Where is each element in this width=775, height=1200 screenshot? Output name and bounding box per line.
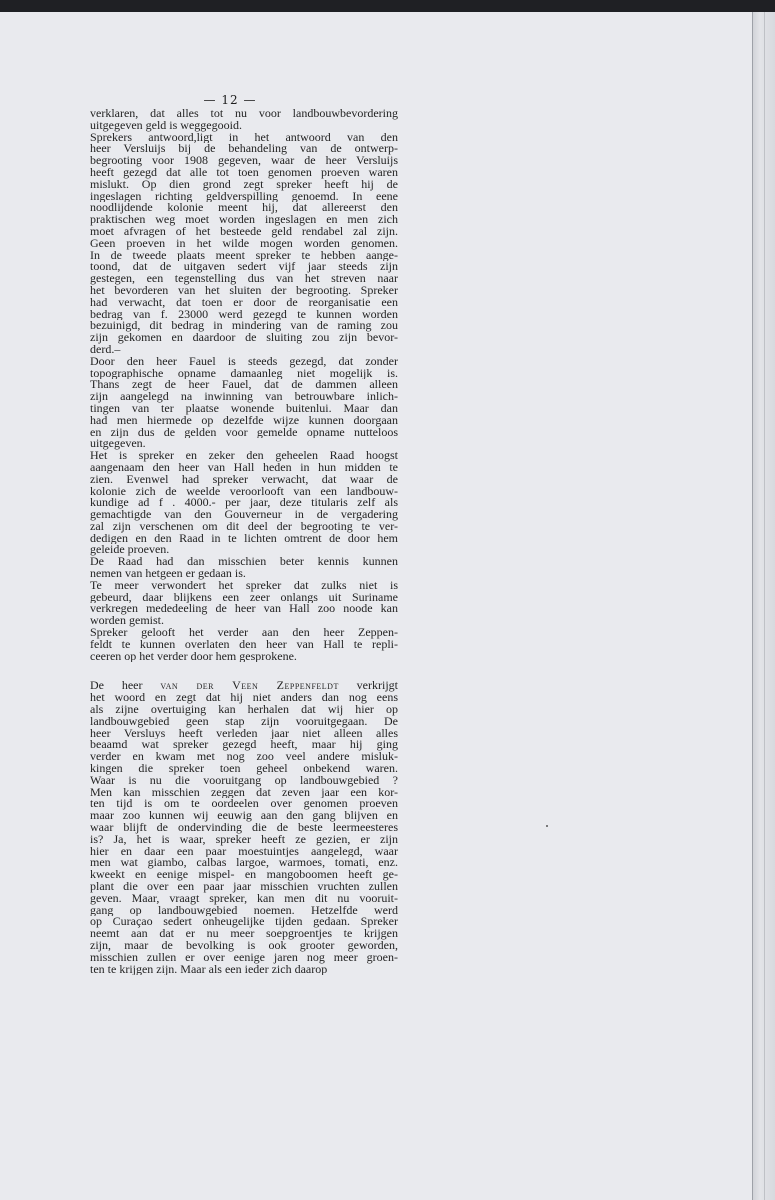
text-line: uitgegeven. bbox=[90, 438, 146, 451]
text-line: het bevorderen van het sluiten der begrooting. Spreker bbox=[90, 284, 398, 297]
text-line: zien. Evenwel had spreker verwacht, dat waar de bbox=[90, 473, 398, 486]
text-line: gebeurd, daar blijkens een zeer onlangs uit Suriname bbox=[90, 591, 398, 604]
text-line: toond, dat de uitgaven sedert vijf jaar steeds zijn bbox=[90, 261, 398, 274]
text-line: gang op landbouwgebied noemen. Hetzelfde werd bbox=[90, 904, 398, 917]
paragraph-block-2 bbox=[90, 680, 398, 975]
text-line: men wat giambo, calbas largoe, warmoes, tomati, enz. bbox=[90, 857, 398, 870]
text-line: gestegen, een tegenstelling dus van het streven naar bbox=[90, 273, 398, 285]
text-line: bedrag van f. 23000 werd gezegd te kunnen worden bbox=[90, 308, 398, 321]
text-line: verklaren, dat alles tot nu voor landbouwbevordering bbox=[90, 108, 398, 120]
text-line: misschien zullen er over eenige jaren nog meer groen- bbox=[90, 951, 398, 964]
text-line: heer Versluijs bij de behandeling van de ontwerp- bbox=[90, 143, 398, 156]
text-line: neemt aan dat er nu meer soepgroentjes te krijgen bbox=[90, 928, 398, 940]
text-line: begrooting voor 1908 gegeven, waar de heer Versluijs bbox=[90, 155, 398, 167]
text-line: moet afvragen of het besteede geld rendabel zal zijn. bbox=[90, 225, 398, 238]
text-line: bezuinigd, dit bedrag in mindering van de raming zou bbox=[90, 320, 398, 333]
paper-speck bbox=[546, 825, 548, 827]
text-line: ten tijd is om te oordeelen over genomen proeven bbox=[90, 798, 398, 811]
text-line: geleide proeven. bbox=[90, 544, 170, 557]
text-line: kingen die spreker toen geheel onbekend waren. bbox=[90, 763, 398, 775]
text-line: kweekt en eenige mispel- en mangoboomen heeft ge- bbox=[90, 869, 398, 881]
text-line: Geen proeven in het wilde mogen worden genomen. bbox=[90, 237, 398, 250]
text-line: Te meer verwondert het spreker dat zulks niet is bbox=[90, 579, 398, 592]
text-line: kolonie zich de weelde veroorlooft van een landbouw- bbox=[90, 485, 398, 498]
text-line: dedigen en den Raad in te lichten omtrent de door hem bbox=[90, 532, 398, 545]
text-line: waar blijft de ondervinding die de beste leermeesteres bbox=[90, 822, 398, 834]
text-line: landbouwgebied geen stap zijn vooruitgegaan. De bbox=[90, 715, 398, 728]
text-line: hier en daar een paar moestuintjes aangelegd, waar bbox=[90, 845, 398, 858]
text-line: In de tweede plaats meent spreker te hebben aange- bbox=[90, 249, 398, 262]
text-line: worden gemist. bbox=[90, 615, 164, 628]
text-line: maar zoo kunnen wij eeuwig aan den gang blijven en bbox=[90, 810, 398, 823]
page-number: — 12 — bbox=[203, 93, 257, 107]
text-line: topographische opname damaanleg niet mogelijk is. bbox=[90, 367, 398, 380]
text-line: geven. Maar, vraagt spreker, kan men dit nu vooruit- bbox=[90, 892, 398, 905]
text-line: had men hiermede op dezelfde wijze kunnen doorgaan bbox=[90, 414, 398, 427]
text-line: heer Versluys heeft verleden jaar niet alleen alles bbox=[90, 727, 398, 740]
text-line: noodlijdende kolonie meent hij, dat allereerst den bbox=[90, 202, 398, 215]
text-line: mislukt. Op dien grond zegt spreker heeft hij de bbox=[90, 178, 398, 191]
text-line: De Raad had dan misschien beter kennis kunnen bbox=[90, 556, 398, 569]
text-line: verder en kwam met nog zoo veel andere misluk- bbox=[90, 751, 398, 764]
text-line: als zijne overtuiging kan herhalen dat wij hier op bbox=[90, 704, 398, 716]
text-line: Spreker gelooft het verder aan den heer Zeppen- bbox=[90, 627, 398, 639]
text-line: Waar is nu die vooruitgang op landbouwgebied ? bbox=[90, 774, 398, 787]
page-edge bbox=[752, 12, 775, 1200]
text-line: en zijn dus de gelden voor gemelde opname nutteloos bbox=[90, 426, 398, 439]
paragraph-block-1 bbox=[90, 108, 398, 662]
text-line: praktischen weg moet worden ingeslagen en men zich bbox=[90, 214, 398, 226]
text-line: zijn gekomen en daardoor de sluiting zou zijn bevor- bbox=[90, 332, 398, 344]
text-line: op Curaçao sedert onheugelijke tijden gedaan. Spreker bbox=[90, 916, 398, 929]
text-line: verkregen mededeeling de heer van Hall zoo noode kan bbox=[90, 603, 398, 616]
text-line: Men kan misschien zeggen dat zeven jaar een kor- bbox=[90, 786, 398, 799]
text-line: zal zijn verschenen om dit deel der begrooting te ver- bbox=[90, 520, 398, 533]
text-line: ten te krijgen zijn. Maar als een ieder zich daarop bbox=[90, 963, 328, 976]
speaker-name: van der Veen Zeppenfeldt bbox=[160, 680, 339, 693]
text-line: had verwacht, dat toen er door de reorganisatie een bbox=[90, 296, 398, 309]
scan-background bbox=[0, 0, 775, 12]
text-line: is? Ja, het is waar, spreker heeft ze gezien, er zijn bbox=[90, 833, 398, 846]
text-line: Door den heer Fauel is steeds gezegd, dat zonder bbox=[90, 355, 398, 368]
text-line: kundige ad f . 4000.- per jaar, deze titularis zelf als bbox=[90, 497, 398, 510]
text-line: Sprekers antwoord,ligt in het antwoord van den bbox=[90, 131, 398, 144]
text-line: aangenaam den heer van Hall heden in hun midden te bbox=[90, 461, 398, 474]
text-line: zijn aangelegd na inwinning van betrouwbare inlich- bbox=[90, 391, 398, 403]
body-text bbox=[90, 108, 398, 975]
text-line: De heer van der Veen Zeppenfeldt verkrijgt bbox=[90, 680, 398, 693]
text-line: derd.– bbox=[90, 343, 121, 356]
text-line: nemen van hetgeen er gedaan is. bbox=[90, 568, 246, 580]
text-line: het woord en zegt dat hij niet anders dan nog eens bbox=[90, 692, 398, 705]
text-line: ceeren op het verder door hem gesprokene. bbox=[90, 650, 297, 663]
text-line: ingeslagen richting geldverspilling genoemd. In eene bbox=[90, 190, 398, 203]
text-line: beaamd wat spreker gezegd heeft, maar hij ging bbox=[90, 739, 398, 752]
text-line: zijn, maar de bevolking is ook grooter geworden, bbox=[90, 939, 398, 952]
text-line: plant die over een paar jaar misschien vruchten zullen bbox=[90, 881, 398, 893]
text-line: uitgegeven geld is weggegooid. bbox=[90, 119, 242, 132]
text-line: Het is spreker en zeker den geheelen Raad hoogst bbox=[90, 450, 398, 462]
text-line: heeft gezegd dat alle tot toen genomen proeven waren bbox=[90, 166, 398, 179]
text-line: feldt te kunnen overlaten den heer van Hall te repli- bbox=[90, 638, 398, 651]
text-line: tingen van ter plaatse wonende buitenlui. Maar dan bbox=[90, 402, 398, 415]
text-line: Thans zegt de heer Fauel, dat de dammen alleen bbox=[90, 379, 398, 392]
text-line: gemachtigde van den Gouverneur in de vergadering bbox=[90, 509, 398, 521]
